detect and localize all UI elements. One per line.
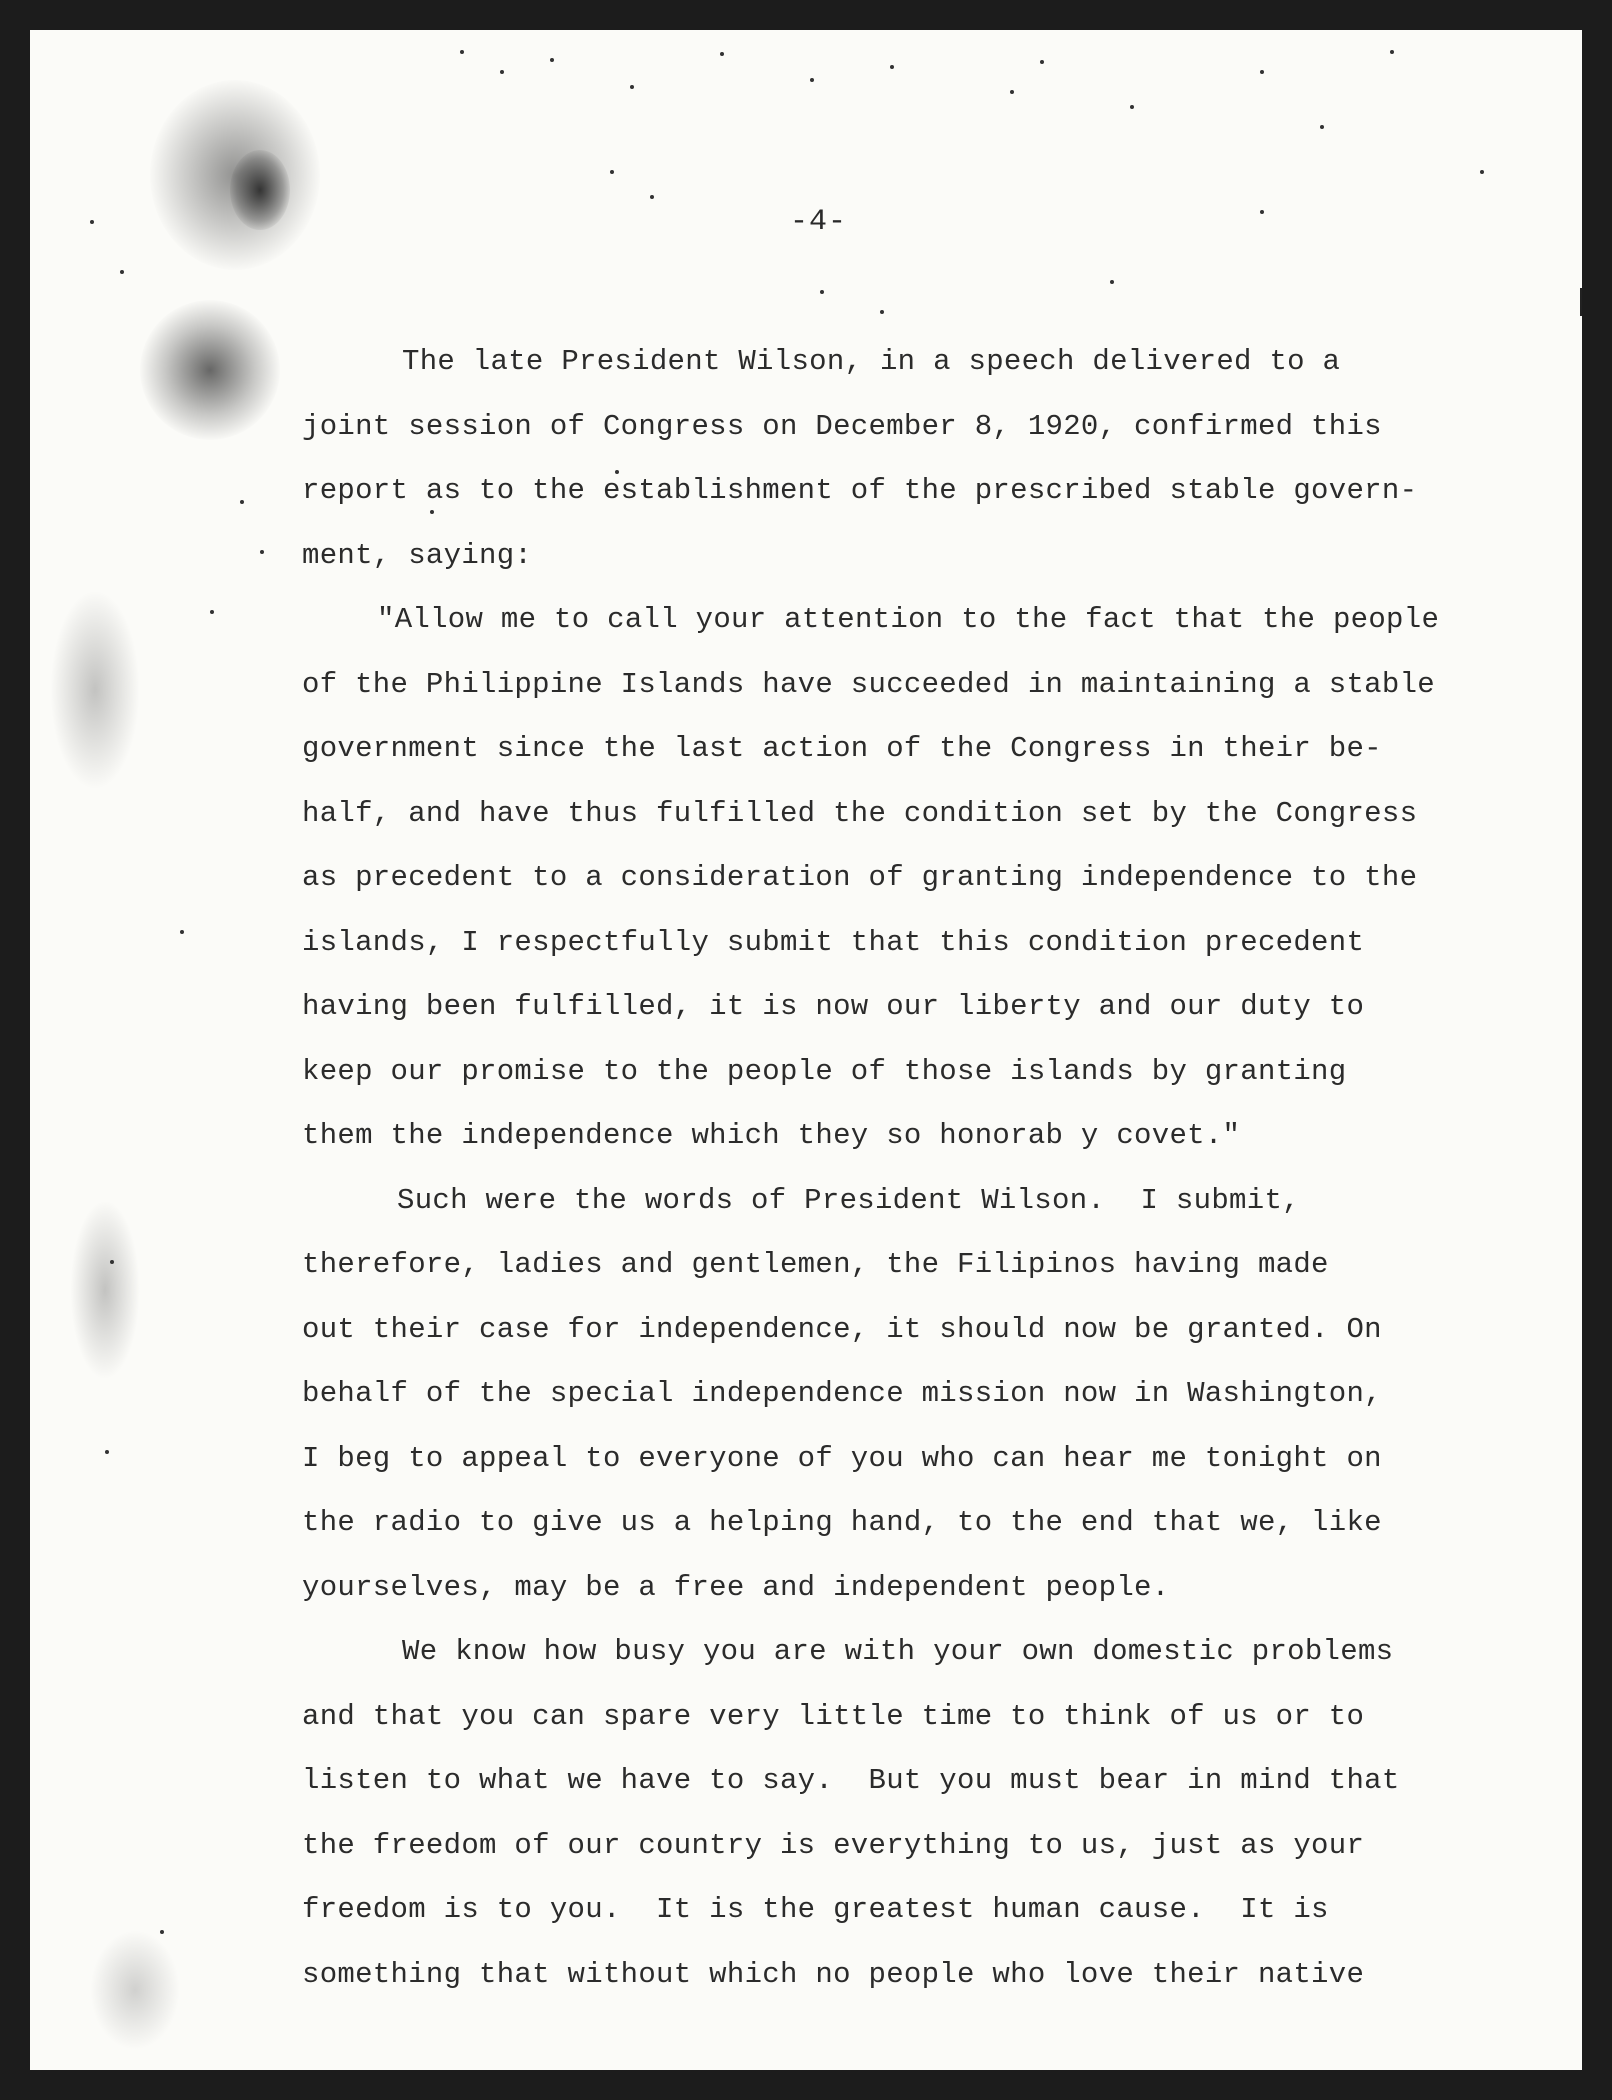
- ink-speck: [500, 70, 504, 74]
- text-line: behalf of the special independence mission now in Washington,: [302, 1377, 1382, 1410]
- ink-speck: [1260, 210, 1264, 214]
- text-line: yourselves, may be a free and independent people.: [302, 1570, 1170, 1604]
- ink-speck: [180, 930, 184, 934]
- ink-speck: [630, 85, 634, 89]
- document-page: [30, 30, 1582, 2070]
- text-line: joint session of Congress on December 8, 1920, confirmed this: [302, 409, 1382, 443]
- ink-stain: [70, 1200, 140, 1380]
- ink-speck: [1260, 70, 1264, 74]
- text-line: listen to what we have to say. But you must bear in mind that: [302, 1764, 1400, 1797]
- text-line: therefore, ladies and gentlemen, the Filipinos having made: [302, 1248, 1329, 1281]
- ink-speck: [650, 195, 654, 199]
- ink-stain: [90, 1930, 180, 2050]
- ink-speck: [1320, 125, 1324, 129]
- text-line: keep our promise to the people of those islands by granting: [302, 1054, 1347, 1088]
- body-text: [302, 330, 1552, 2007]
- text-line: half, and have thus fulfilled the condition set by the Congress: [302, 796, 1418, 830]
- text-line: The late President Wilson, in a speech delivered to a: [402, 345, 1341, 378]
- ink-speck: [260, 550, 264, 554]
- text-line: I beg to appeal to everyone of you who can hear me tonight on: [302, 1441, 1382, 1475]
- ink-speck: [110, 1260, 114, 1264]
- ink-speck: [810, 78, 814, 82]
- ink-speck: [880, 310, 884, 314]
- ink-stain: [50, 590, 140, 790]
- ink-speck: [1110, 280, 1114, 284]
- ink-speck: [160, 1930, 164, 1934]
- text-line: freedom is to you. It is the greatest human cause. It is: [302, 1893, 1329, 1926]
- text-line: report as to the establishment of the prescribed stable govern-: [302, 474, 1418, 507]
- ink-speck: [1390, 50, 1394, 54]
- page-number: -4-: [790, 205, 848, 239]
- ink-speck: [550, 58, 554, 62]
- text-line: them the independence which they so honorab y covet.": [302, 1119, 1241, 1152]
- ink-speck: [240, 500, 244, 504]
- text-line: as precedent to a consideration of granting independence to the: [302, 861, 1418, 894]
- ink-stain: [230, 150, 290, 230]
- ink-speck: [120, 270, 124, 274]
- ink-speck: [610, 170, 614, 174]
- text-line: of the Philippine Islands have succeeded in maintaining a stable: [302, 667, 1435, 701]
- text-line: government since the last action of the Congress in their be-: [302, 732, 1382, 765]
- ink-speck: [1130, 105, 1134, 109]
- ink-speck: [460, 50, 464, 54]
- text-line: the radio to give us a helping hand, to the end that we, like: [302, 1506, 1382, 1539]
- text-line: the freedom of our country is everything to us, just as your: [302, 1828, 1365, 1862]
- margin-mark: [1580, 288, 1582, 316]
- text-line: islands, I respectfully submit that this condition precedent: [302, 925, 1365, 959]
- ink-stain: [140, 300, 280, 440]
- ink-speck: [890, 65, 894, 69]
- ink-speck: [90, 220, 94, 224]
- text-line: "Allow me to call your attention to the fact that the people: [377, 603, 1440, 636]
- ink-speck: [720, 52, 724, 56]
- ink-speck: [105, 1450, 109, 1454]
- ink-speck: [1480, 170, 1484, 174]
- text-line: having been fulfilled, it is now our liberty and our duty to: [302, 990, 1365, 1023]
- text-line: something that without which no people who love their native: [302, 1957, 1365, 1991]
- ink-speck: [210, 610, 214, 614]
- text-line: Such were the words of President Wilson. I submit,: [397, 1183, 1300, 1217]
- ink-speck: [1040, 60, 1044, 64]
- ink-speck: [820, 290, 824, 294]
- text-line: and that you can spare very little time to think of us or to: [302, 1699, 1365, 1733]
- text-line: We know how busy you are with your own domestic problems: [402, 1635, 1394, 1668]
- ink-stain: [150, 80, 320, 270]
- ink-speck: [1010, 90, 1014, 94]
- text-line: ment, saying:: [302, 538, 533, 572]
- text-line: out their case for independence, it should now be granted. On: [302, 1312, 1382, 1346]
